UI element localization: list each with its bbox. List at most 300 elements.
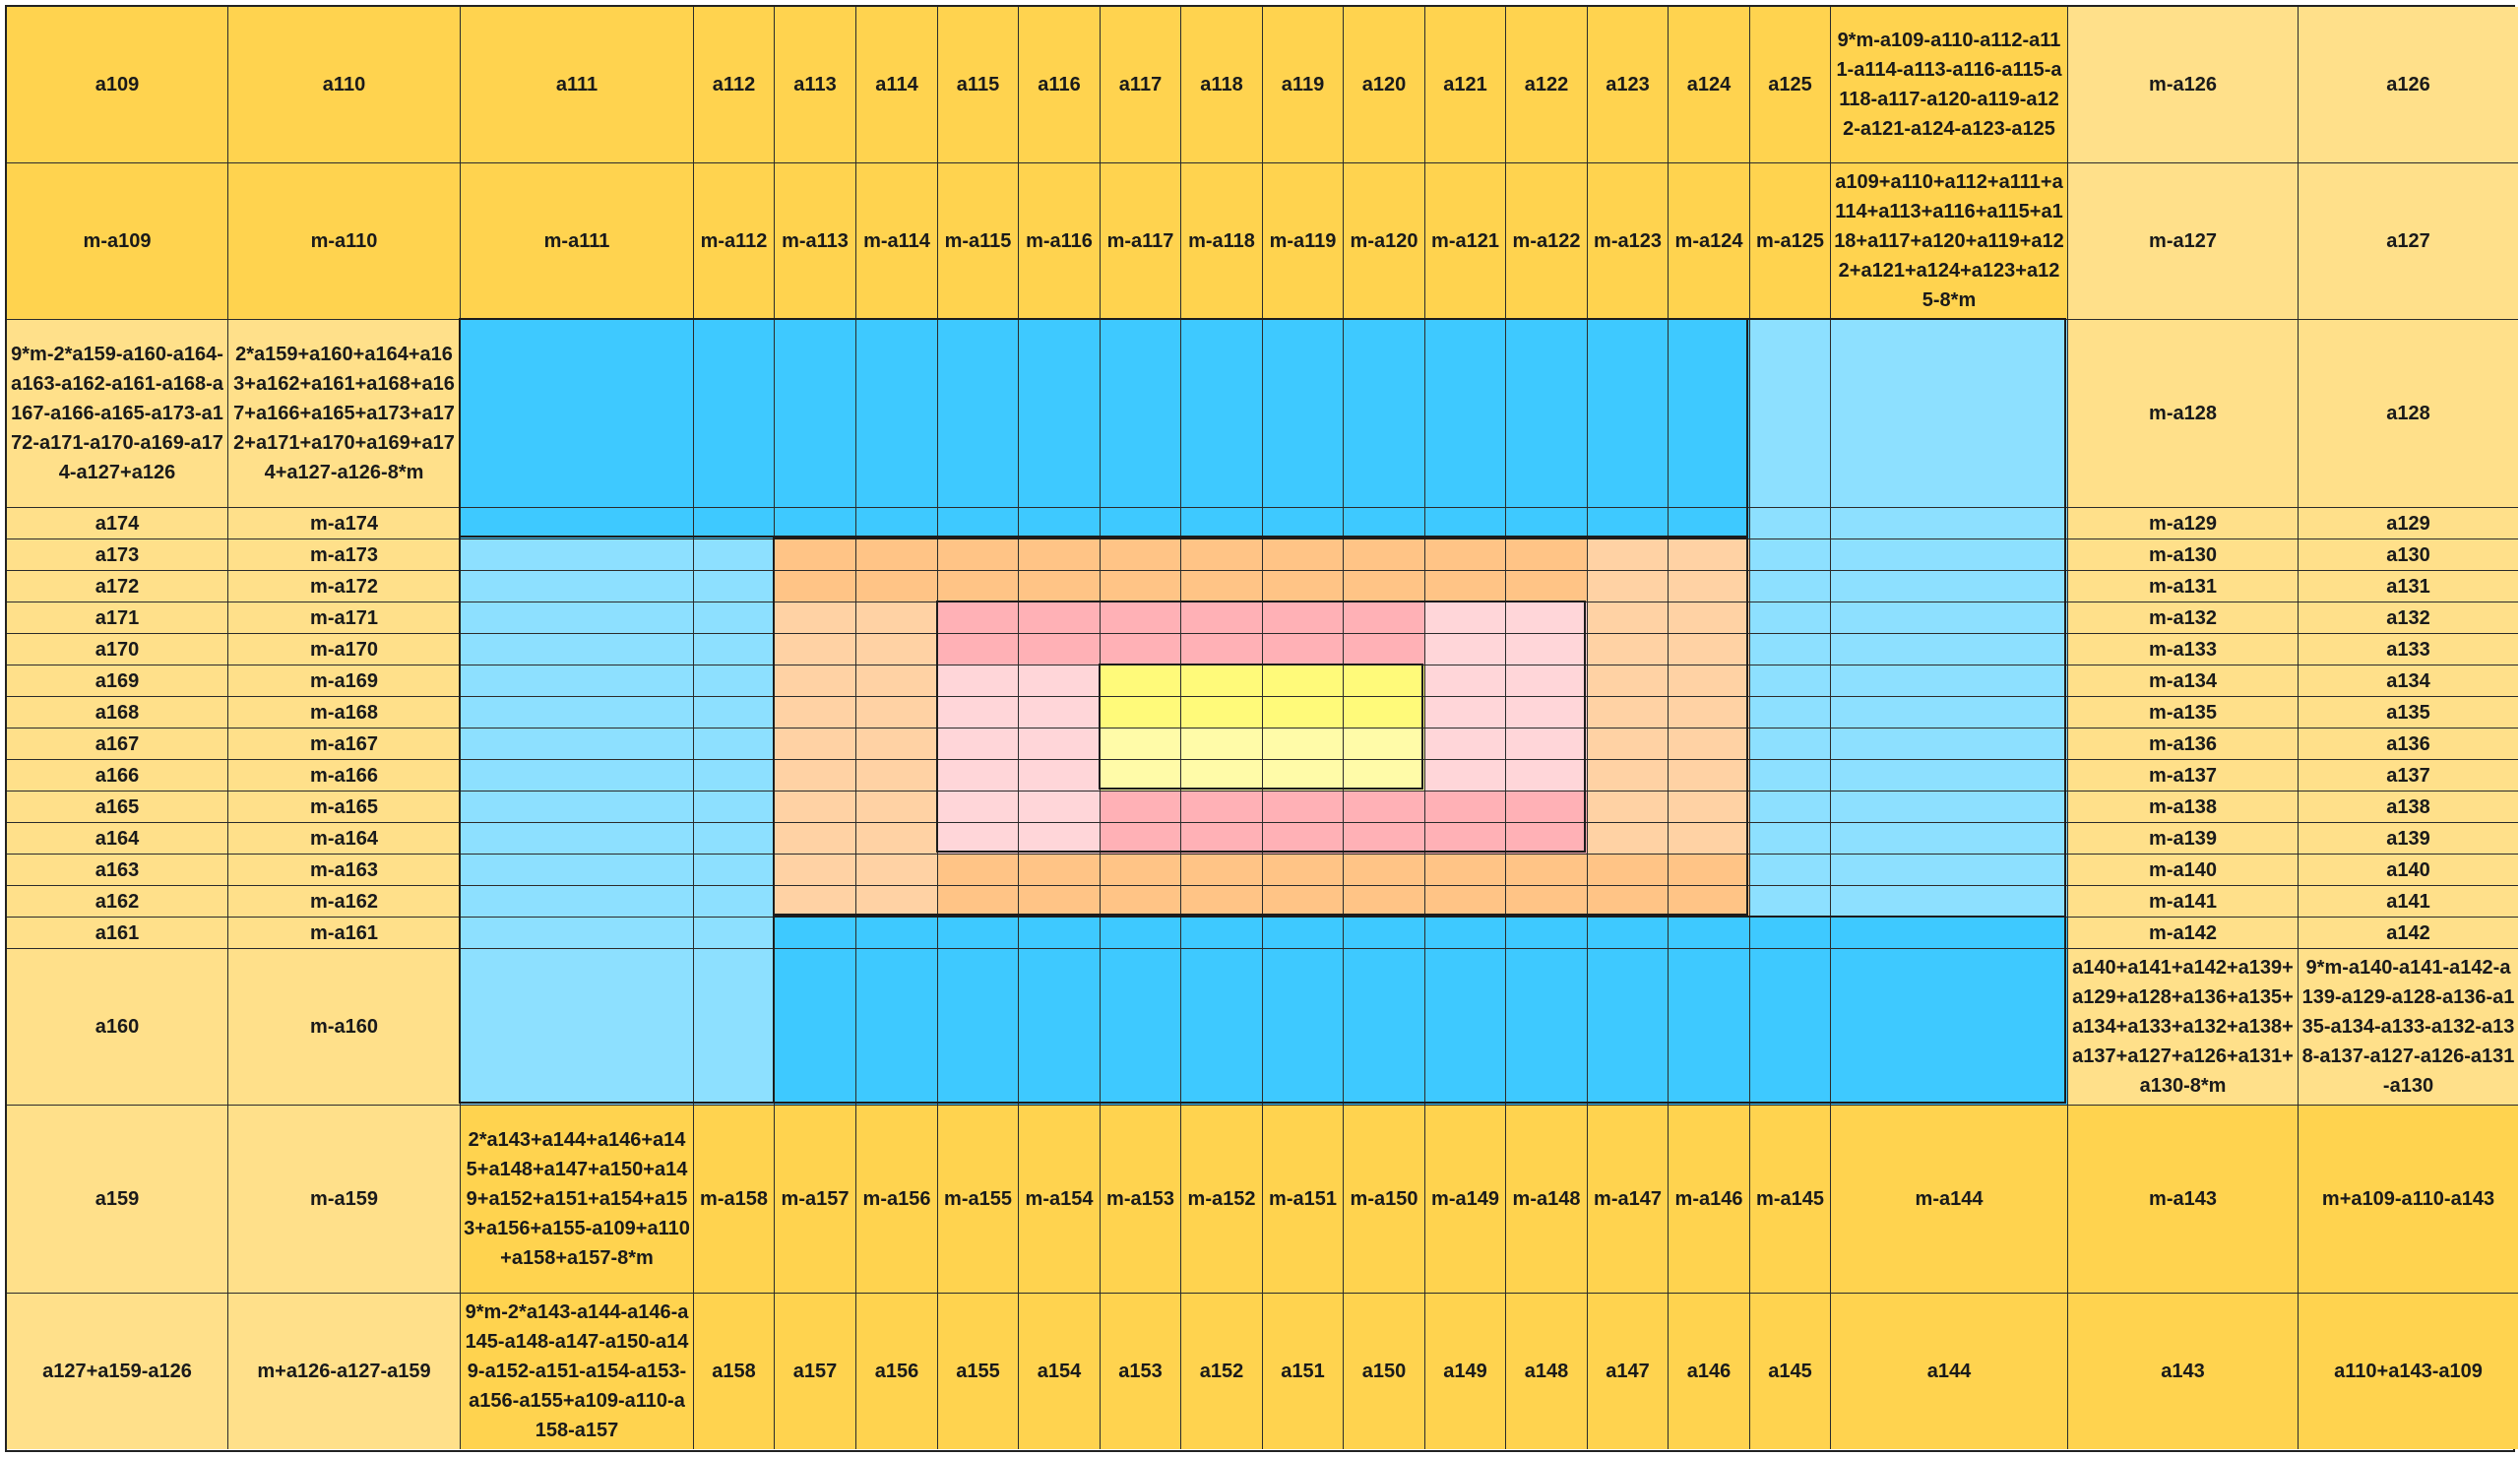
grid-cell xyxy=(775,886,856,918)
grid-cell: a154 xyxy=(1019,1294,1101,1449)
grid-cell xyxy=(461,571,694,602)
grid-cell: a132 xyxy=(2299,602,2518,634)
grid-cell: m-a121 xyxy=(1425,163,1506,320)
grid-cell xyxy=(1750,634,1831,665)
grid-cell: m-a166 xyxy=(228,760,461,792)
grid-cell: a138 xyxy=(2299,792,2518,823)
grid-cell: a122 xyxy=(1506,7,1588,163)
grid-cell xyxy=(938,792,1019,823)
grid-cell xyxy=(1425,855,1506,886)
grid-cell xyxy=(938,602,1019,634)
grid-cell: a145 xyxy=(1750,1294,1831,1449)
grid-cell xyxy=(938,728,1019,760)
grid-cell xyxy=(1425,602,1506,634)
grid-cell xyxy=(694,665,775,697)
grid-cell xyxy=(1263,728,1344,760)
grid-cell xyxy=(694,320,775,508)
grid-cell: a168 xyxy=(7,697,228,728)
grid-cell: m-a140 xyxy=(2068,855,2299,886)
grid-cell xyxy=(1344,886,1425,918)
grid-cell: m-a115 xyxy=(938,163,1019,320)
grid-cell: m-a154 xyxy=(1019,1106,1101,1294)
grid-cell xyxy=(1506,320,1588,508)
grid-cell xyxy=(1344,697,1425,728)
grid-cell xyxy=(1669,571,1750,602)
grid-cell xyxy=(856,665,938,697)
grid-cell: m+a109-a110-a143 xyxy=(2299,1106,2518,1294)
grid-cell xyxy=(1101,728,1181,760)
grid-cell xyxy=(775,823,856,855)
grid-cell: a169 xyxy=(7,665,228,697)
grid-cell xyxy=(1019,949,1101,1106)
grid-cell xyxy=(1019,634,1101,665)
grid-cell: m-a165 xyxy=(228,792,461,823)
grid-cell: m-a128 xyxy=(2068,320,2299,508)
grid-cell xyxy=(1101,665,1181,697)
grid-cell xyxy=(461,823,694,855)
grid-cell xyxy=(1425,539,1506,571)
grid-cell: a110 xyxy=(228,7,461,163)
grid-cell xyxy=(1263,823,1344,855)
grid-cell: m-a135 xyxy=(2068,697,2299,728)
grid-cell xyxy=(1344,508,1425,539)
grid-cell: a172 xyxy=(7,571,228,602)
grid-cell xyxy=(1181,918,1263,949)
grid-cell xyxy=(1344,539,1425,571)
grid-cell xyxy=(1181,571,1263,602)
grid-cell xyxy=(1101,634,1181,665)
grid-cell: m-a164 xyxy=(228,823,461,855)
grid-cell xyxy=(856,918,938,949)
grid-cell xyxy=(1831,918,2068,949)
grid-cell xyxy=(1101,886,1181,918)
grid-cell xyxy=(461,728,694,760)
grid-cell: a161 xyxy=(7,918,228,949)
grid-cell xyxy=(1263,571,1344,602)
grid-cell xyxy=(1263,886,1344,918)
grid-cell xyxy=(1750,855,1831,886)
grid-cell: a143 xyxy=(2068,1294,2299,1449)
grid-cell xyxy=(1506,918,1588,949)
grid-cell xyxy=(461,949,694,1106)
grid-cell xyxy=(1750,539,1831,571)
grid-cell xyxy=(1344,602,1425,634)
grid-cell xyxy=(1588,634,1669,665)
grid-cell: 2*a159+a160+a164+a163+a162+a161+a168+a167+a166+a165+a173+a172+a171+a170+a169+a174+a127-a126-8*m xyxy=(228,320,461,508)
grid-cell: a158 xyxy=(694,1294,775,1449)
grid-cell: m-a150 xyxy=(1344,1106,1425,1294)
grid-cell xyxy=(1344,760,1425,792)
grid-cell xyxy=(1425,728,1506,760)
grid-cell xyxy=(1750,508,1831,539)
grid-cell: a142 xyxy=(2299,918,2518,949)
grid-cell: m-a110 xyxy=(228,163,461,320)
grid-cell xyxy=(1344,918,1425,949)
grid-cell xyxy=(1669,320,1750,508)
grid-cell xyxy=(1506,665,1588,697)
grid-cell: m-a130 xyxy=(2068,539,2299,571)
grid-cell xyxy=(938,949,1019,1106)
grid-cell xyxy=(856,697,938,728)
grid-cell xyxy=(1181,823,1263,855)
grid-cell xyxy=(856,792,938,823)
grid-cell xyxy=(694,918,775,949)
grid-cell: m-a168 xyxy=(228,697,461,728)
grid-cell xyxy=(1181,949,1263,1106)
grid-cell: a117 xyxy=(1101,7,1181,163)
grid-cell: a109 xyxy=(7,7,228,163)
grid-cell: m-a167 xyxy=(228,728,461,760)
grid-cell: m-a156 xyxy=(856,1106,938,1294)
grid-cell xyxy=(856,886,938,918)
grid-cell xyxy=(1344,855,1425,886)
grid-cell xyxy=(1750,320,1831,508)
grid-cell xyxy=(1344,823,1425,855)
grid-cell xyxy=(1181,886,1263,918)
grid-cell: a123 xyxy=(1588,7,1669,163)
grid-cell: a131 xyxy=(2299,571,2518,602)
grid-cell: a112 xyxy=(694,7,775,163)
grid-cell: m-a171 xyxy=(228,602,461,634)
grid-cell xyxy=(1831,886,2068,918)
grid-cell xyxy=(1588,792,1669,823)
grid-cell xyxy=(938,918,1019,949)
grid-cell xyxy=(1750,918,1831,949)
grid-cell xyxy=(1750,949,1831,1106)
grid-cell: a155 xyxy=(938,1294,1019,1449)
grid-cell xyxy=(775,634,856,665)
grid-cell xyxy=(775,665,856,697)
grid-cell: a130 xyxy=(2299,539,2518,571)
grid-cell: m-a172 xyxy=(228,571,461,602)
grid-cell xyxy=(1669,728,1750,760)
grid-cell: a157 xyxy=(775,1294,856,1449)
grid-cell xyxy=(1669,918,1750,949)
grid-cell xyxy=(1750,602,1831,634)
grid-cell xyxy=(1019,508,1101,539)
grid-cell xyxy=(1019,792,1101,823)
grid-cell: a109+a110+a112+a111+a114+a113+a116+a115+a118+a117+a120+a119+a122+a121+a124+a123+a125-8*m xyxy=(1831,163,2068,320)
grid-cell xyxy=(1831,792,2068,823)
grid-cell: a121 xyxy=(1425,7,1506,163)
grid-cell xyxy=(1831,602,2068,634)
grid-cell: m-a114 xyxy=(856,163,938,320)
grid-cell xyxy=(1181,855,1263,886)
grid-cell: m-a118 xyxy=(1181,163,1263,320)
grid-cell xyxy=(1588,855,1669,886)
grid-cell xyxy=(775,760,856,792)
grid-cell: a134 xyxy=(2299,665,2518,697)
grid-cell: a119 xyxy=(1263,7,1344,163)
grid-cell xyxy=(1506,886,1588,918)
grid-cell xyxy=(856,508,938,539)
grid-cell xyxy=(1425,949,1506,1106)
grid-cell xyxy=(1506,539,1588,571)
grid-cell: a170 xyxy=(7,634,228,665)
grid-cell xyxy=(694,539,775,571)
grid-cell xyxy=(1019,602,1101,634)
grid-cell xyxy=(856,949,938,1106)
grid-cell xyxy=(1019,760,1101,792)
grid-cell xyxy=(694,728,775,760)
grid-cell xyxy=(856,320,938,508)
grid-cell xyxy=(694,792,775,823)
grid-cell xyxy=(1101,855,1181,886)
grid-cell xyxy=(1019,728,1101,760)
grid-cell xyxy=(461,665,694,697)
grid-cell xyxy=(1588,760,1669,792)
grid-cell: a124 xyxy=(1669,7,1750,163)
grid-cell xyxy=(1101,539,1181,571)
grid-cell xyxy=(775,320,856,508)
grid-cell: m-a149 xyxy=(1425,1106,1506,1294)
grid-cell: a113 xyxy=(775,7,856,163)
grid-cell xyxy=(461,602,694,634)
grid-cell xyxy=(938,508,1019,539)
grid-cell xyxy=(1263,602,1344,634)
grid-cell xyxy=(694,634,775,665)
grid-cell xyxy=(1831,539,2068,571)
grid-cell xyxy=(938,665,1019,697)
grid-cell xyxy=(775,949,856,1106)
grid-cell xyxy=(461,320,694,508)
grid-cell xyxy=(856,602,938,634)
grid-cell xyxy=(461,886,694,918)
grid-cell xyxy=(1506,508,1588,539)
grid-cell xyxy=(1101,571,1181,602)
grid-cell xyxy=(1425,320,1506,508)
grid-cell xyxy=(1344,571,1425,602)
grid-cell: m-a153 xyxy=(1101,1106,1181,1294)
grid-cell: m-a148 xyxy=(1506,1106,1588,1294)
grid-cell: m-a173 xyxy=(228,539,461,571)
grid-cell: m-a143 xyxy=(2068,1106,2299,1294)
grid-cell xyxy=(1588,602,1669,634)
grid-cell: m-a169 xyxy=(228,665,461,697)
grid-cell xyxy=(1588,918,1669,949)
grid-cell xyxy=(1101,792,1181,823)
grid-cell xyxy=(1425,918,1506,949)
grid-cell xyxy=(1263,539,1344,571)
grid-cell: a127 xyxy=(2299,163,2518,320)
grid-cell xyxy=(694,697,775,728)
grid-cell: m-a151 xyxy=(1263,1106,1344,1294)
grid-cell xyxy=(938,855,1019,886)
grid-cell xyxy=(1669,855,1750,886)
grid-cell xyxy=(938,539,1019,571)
grid-cell xyxy=(1750,792,1831,823)
grid-cell: m-a142 xyxy=(2068,918,2299,949)
grid-cell: m+a126-a127-a159 xyxy=(228,1294,461,1449)
grid-cell xyxy=(694,508,775,539)
grid-cell xyxy=(1588,697,1669,728)
grid-cell xyxy=(1425,634,1506,665)
grid-cell xyxy=(1181,792,1263,823)
grid-cell: a115 xyxy=(938,7,1019,163)
grid-cell: a118 xyxy=(1181,7,1263,163)
grid-cell xyxy=(1425,760,1506,792)
grid-cell xyxy=(1019,320,1101,508)
grid-cell: a151 xyxy=(1263,1294,1344,1449)
grid-cell: m-a109 xyxy=(7,163,228,320)
grid-cell: m-a136 xyxy=(2068,728,2299,760)
grid-cell: a110+a143-a109 xyxy=(2299,1294,2518,1449)
grid-cell: m-a123 xyxy=(1588,163,1669,320)
grid-cell: a128 xyxy=(2299,320,2518,508)
grid-cell: m-a155 xyxy=(938,1106,1019,1294)
grid-cell: a174 xyxy=(7,508,228,539)
grid-cell xyxy=(1344,728,1425,760)
grid-cell xyxy=(461,508,694,539)
grid-cell xyxy=(1669,792,1750,823)
grid-cell: a162 xyxy=(7,886,228,918)
grid-cell xyxy=(1750,886,1831,918)
grid-cell xyxy=(1181,728,1263,760)
grid-cell: a153 xyxy=(1101,1294,1181,1449)
grid-cell: a156 xyxy=(856,1294,938,1449)
grid-cell: m-a112 xyxy=(694,163,775,320)
grid-cell xyxy=(1750,728,1831,760)
grid-cell xyxy=(856,760,938,792)
grid-cell xyxy=(1181,760,1263,792)
grid-cell xyxy=(1019,918,1101,949)
grid-cell xyxy=(1181,634,1263,665)
grid-cell xyxy=(1425,665,1506,697)
grid-cell xyxy=(1669,665,1750,697)
grid-cell xyxy=(694,886,775,918)
grid-cell xyxy=(938,571,1019,602)
grid-cell xyxy=(1831,728,2068,760)
grid-cell: 9*m-2*a159-a160-a164-a163-a162-a161-a168-a167-a166-a165-a173-a172-a171-a170-a169-a174-a127+a126 xyxy=(7,320,228,508)
grid-cell xyxy=(694,760,775,792)
grid-cell xyxy=(1344,792,1425,823)
grid-cell xyxy=(1263,634,1344,665)
grid-cell: m-a134 xyxy=(2068,665,2299,697)
grid-cell: a135 xyxy=(2299,697,2518,728)
grid-cell xyxy=(694,823,775,855)
grid-cell xyxy=(1669,539,1750,571)
grid-cell xyxy=(1263,508,1344,539)
grid-cell xyxy=(1101,697,1181,728)
grid-cell: m-a119 xyxy=(1263,163,1344,320)
grid-cell xyxy=(775,508,856,539)
grid-cell xyxy=(1344,949,1425,1106)
grid-cell xyxy=(1425,697,1506,728)
grid-cell xyxy=(775,697,856,728)
grid-cell: a150 xyxy=(1344,1294,1425,1449)
grid-cell xyxy=(1831,855,2068,886)
grid-cell xyxy=(938,697,1019,728)
grid-cell xyxy=(1101,508,1181,539)
grid-cell: a171 xyxy=(7,602,228,634)
grid-cell xyxy=(1263,918,1344,949)
grid-cell: m-a131 xyxy=(2068,571,2299,602)
grid-cell xyxy=(1588,508,1669,539)
grid-cell xyxy=(1019,665,1101,697)
grid-cell: m-a141 xyxy=(2068,886,2299,918)
grid-cell: a146 xyxy=(1669,1294,1750,1449)
grid-cell xyxy=(1588,823,1669,855)
grid-cell xyxy=(694,855,775,886)
grid-cell: a126 xyxy=(2299,7,2518,163)
grid-cell xyxy=(461,697,694,728)
grid-cell xyxy=(694,949,775,1106)
grid-cell xyxy=(1750,697,1831,728)
grid-cell xyxy=(1506,634,1588,665)
grid-cell: m-a120 xyxy=(1344,163,1425,320)
grid-cell xyxy=(1588,571,1669,602)
grid-cell: a114 xyxy=(856,7,938,163)
grid-cell xyxy=(938,760,1019,792)
grid-cell xyxy=(1181,320,1263,508)
grid-cell: a127+a159-a126 xyxy=(7,1294,228,1449)
grid-cell xyxy=(1506,823,1588,855)
grid-cell xyxy=(775,792,856,823)
grid-cell xyxy=(1181,602,1263,634)
grid-cell: a149 xyxy=(1425,1294,1506,1449)
grid-cell xyxy=(1506,571,1588,602)
grid-cell: a141 xyxy=(2299,886,2518,918)
grid-cell: m-a133 xyxy=(2068,634,2299,665)
grid-cell xyxy=(1750,823,1831,855)
grid-cell: m-a145 xyxy=(1750,1106,1831,1294)
grid-cell: a163 xyxy=(7,855,228,886)
grid-cell xyxy=(1425,792,1506,823)
grid-cell: m-a127 xyxy=(2068,163,2299,320)
grid-cell xyxy=(1506,697,1588,728)
grid-cell xyxy=(856,728,938,760)
grid-cell xyxy=(1263,697,1344,728)
grid-cell: a144 xyxy=(1831,1294,2068,1449)
grid-cell xyxy=(1101,823,1181,855)
grid-cell xyxy=(1263,665,1344,697)
grid-cell: m-a138 xyxy=(2068,792,2299,823)
grid-cell: m-a122 xyxy=(1506,163,1588,320)
grid-cell xyxy=(775,855,856,886)
grid-cell xyxy=(461,760,694,792)
grid-cell xyxy=(1669,634,1750,665)
grid-cell: a140 xyxy=(2299,855,2518,886)
grid-cell: m-a116 xyxy=(1019,163,1101,320)
grid-cell xyxy=(856,634,938,665)
grid-cell xyxy=(461,792,694,823)
grid-cell xyxy=(938,634,1019,665)
grid-cell xyxy=(1588,949,1669,1106)
grid-cell xyxy=(1669,697,1750,728)
grid-cell xyxy=(461,855,694,886)
grid-cell xyxy=(1019,886,1101,918)
grid-cell xyxy=(856,855,938,886)
grid-cell xyxy=(1019,855,1101,886)
grid-cell xyxy=(461,634,694,665)
grid-cell xyxy=(1831,949,2068,1106)
grid-cell: a152 xyxy=(1181,1294,1263,1449)
grid-cell xyxy=(856,571,938,602)
grid-cell: m-a157 xyxy=(775,1106,856,1294)
grid-cell: a129 xyxy=(2299,508,2518,539)
grid-cell: m-a111 xyxy=(461,163,694,320)
grid-cell xyxy=(1506,949,1588,1106)
grid-cell xyxy=(1506,728,1588,760)
grid-cell xyxy=(1588,665,1669,697)
grid-cell: a120 xyxy=(1344,7,1425,163)
grid-cell xyxy=(461,918,694,949)
grid-cell: m-a163 xyxy=(228,855,461,886)
grid-cell: m-a139 xyxy=(2068,823,2299,855)
grid-cell xyxy=(1181,539,1263,571)
grid-cell xyxy=(1750,571,1831,602)
grid-cell: a159 xyxy=(7,1106,228,1294)
